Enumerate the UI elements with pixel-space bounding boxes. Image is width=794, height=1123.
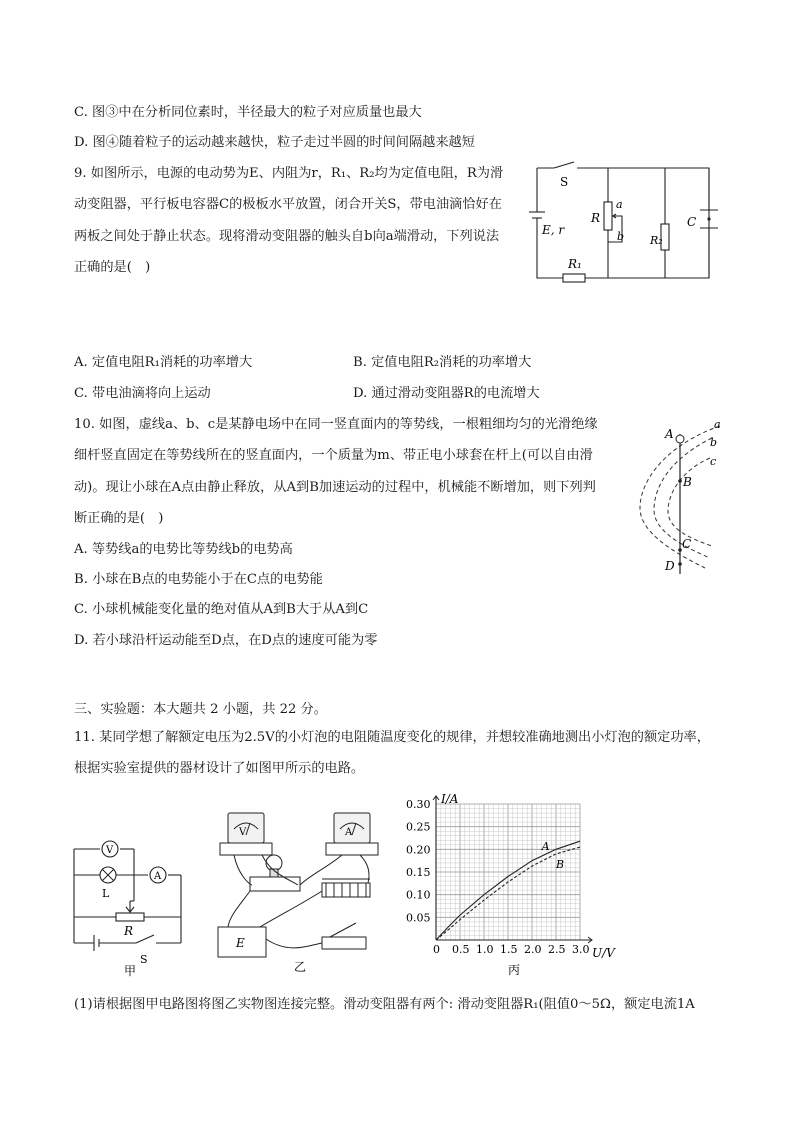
x-tick-label: 1.5 xyxy=(500,943,518,956)
q10-option-d: D. 若小球沿杆运动能至D点，在D点的速度可能为零 xyxy=(74,633,378,648)
x-tick-label: 3.0 xyxy=(572,943,590,956)
q9-option-c: C. 带电油滴将向上运动 xyxy=(74,386,211,401)
bing-ylabel: I/A xyxy=(441,792,459,806)
q10-option-c: C. 小球机械能变化量的绝对值从A到B大于从A到C xyxy=(74,602,369,617)
yi-label-v: V xyxy=(239,827,247,838)
q11-stem-line2: 根据实验室提供的器材设计了如图甲所示的电路。 xyxy=(74,761,365,776)
q9-option-a: A. 定值电阻R₁消耗的功率增大 xyxy=(74,355,253,370)
jia-label-r: R xyxy=(124,924,134,938)
q11-figure-bing-iv-chart xyxy=(404,792,614,977)
q10-label-line-c: c xyxy=(710,455,717,468)
q9-stem-line3: 两板之间处于静止状态。现将滑动变阻器的触头自b向a端滑动，下列说法 xyxy=(74,229,500,244)
q11-part1-text: (1)请根据图甲电路图将图乙实物图连接完整。滑动变阻器有两个: 滑动变阻器R₁(阻值0～5Ω，额定电流1A xyxy=(74,997,695,1012)
y-tick-label: 0.05 xyxy=(406,911,431,925)
q11-figure-jia-circuit xyxy=(66,835,196,978)
q10-equipotential-diagram xyxy=(630,418,730,578)
q9-label-s: S xyxy=(560,175,569,189)
q10-option-b: B. 小球在B点的电势能小于在C点的电势能 xyxy=(74,572,323,587)
q10-stem-line3: 动)。现让小球在A点由静止释放，从A到B加速运动的过程中，机械能不断增加，则下列判 xyxy=(74,480,596,495)
q9-label-a: a xyxy=(616,198,623,211)
q11-stem-line1: 11. 某同学想了解额定电压为2.5V的小灯泡的电阻随温度变化的规律，并想较准确地测出小灯泡的额定功率， xyxy=(74,730,710,745)
jia-caption: 甲 xyxy=(124,964,137,978)
q10-label-d-point: D xyxy=(665,559,675,573)
jia-label-l: L xyxy=(102,887,110,900)
q9-circuit-diagram xyxy=(528,160,728,290)
jia-label-v: V xyxy=(106,845,114,856)
q9-stem-line2: 动变阻器，平行板电容器C的极板水平放置，闭合开关S，带电油滴恰好在 xyxy=(74,197,502,212)
q10-label-line-a: a xyxy=(714,418,721,431)
x-tick-label: 0.5 xyxy=(452,943,470,956)
yi-label-a: A xyxy=(345,827,353,838)
section-title: 三、实验题：本大题共 2 小题，共 22 分。 xyxy=(74,702,327,717)
x-tick-label: 0 xyxy=(433,943,440,956)
x-tick-label: 1.0 xyxy=(476,943,494,956)
q9-option-b: B. 定值电阻R₂消耗的功率增大 xyxy=(353,355,532,370)
yi-label-e: E xyxy=(236,936,245,950)
q10-label-b-point: B xyxy=(683,475,692,489)
x-tick-label: 2.0 xyxy=(524,943,542,956)
q10-label-c-point: C xyxy=(682,537,692,551)
jia-label-a: A xyxy=(154,871,162,882)
q8-option-c: C. 图③中在分析同位素时，半径最大的粒子对应质量也最大 xyxy=(74,105,422,120)
q10-label-a-point: A xyxy=(665,427,674,441)
q10-stem-line1: 10. 如图，虚线a、b、c是某静电场中在同一竖直面内的等势线，一根粗细均匀的光滑绝缘 xyxy=(74,417,598,432)
q10-stem-line2: 细杆竖直固定在等势线所在的竖直面内，一个质量为m、带正电小球套在杆上(可以自由滑 xyxy=(74,448,593,463)
q9-stem-line1: 9. 如图所示，电源的电动势为E、内阻为r，R₁、R₂均为定值电阻，R为滑 xyxy=(74,166,504,181)
y-tick-label: 0.25 xyxy=(406,820,431,834)
q10-stem-line4: 断正确的是( ) xyxy=(74,511,164,526)
q9-label-r1: R₁ xyxy=(568,257,582,271)
q10-label-line-b: b xyxy=(710,436,718,449)
bing-xlabel: U/V xyxy=(592,946,615,960)
q9-label-r: R xyxy=(591,211,601,225)
q9-stem-line4: 正确的是( ) xyxy=(74,260,151,275)
jia-label-s: S xyxy=(140,953,148,966)
y-tick-label: 0.30 xyxy=(406,798,431,811)
q10-option-a: A. 等势线a的电势比等势线b的电势高 xyxy=(74,542,293,557)
curve-label-b: B xyxy=(556,857,565,871)
q9-option-d: D. 通过滑动变阻器R的电流增大 xyxy=(353,386,540,401)
q11-figure-yi-apparatus xyxy=(210,805,380,975)
q9-label-c: C xyxy=(687,215,697,229)
q8-option-d: D. 图④随着粒子的运动越来越快，粒子走过半圆的时间间隔越来越短 xyxy=(74,135,475,150)
q9-label-b: b xyxy=(617,230,625,243)
yi-caption: 乙 xyxy=(294,960,307,974)
y-tick-label: 0.20 xyxy=(406,843,431,857)
bing-caption: 丙 xyxy=(508,963,521,977)
curve-label-a: A xyxy=(541,839,550,853)
y-tick-label: 0.15 xyxy=(406,866,431,879)
q9-label-er: E, r xyxy=(542,223,565,237)
q9-label-r2: R₂ xyxy=(650,234,663,247)
x-tick-label: 2.5 xyxy=(548,943,566,956)
y-tick-label: 0.10 xyxy=(406,888,431,902)
